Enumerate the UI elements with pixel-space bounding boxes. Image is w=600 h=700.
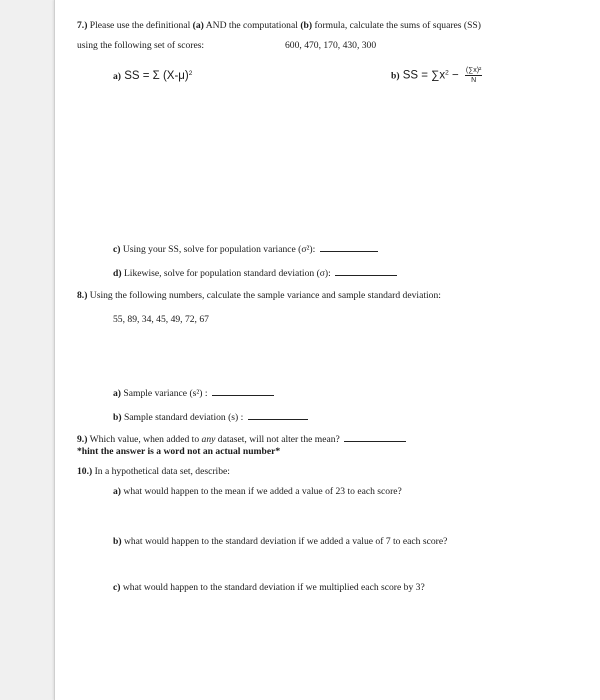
q9-line [77, 432, 406, 446]
q7c-answer-blank[interactable] [320, 242, 378, 252]
q7-comp-tag: (b) [300, 20, 313, 31]
q10c-line [113, 582, 425, 594]
q10-number: 10.) [77, 466, 93, 477]
q9-number: 9.) [77, 434, 88, 445]
q7d-line [113, 266, 397, 280]
q7-def-tag: (a) [192, 20, 204, 31]
formula-a-label: a) [113, 71, 121, 82]
q7c-line [113, 242, 378, 256]
q8b-text: Sample standard deviation (s) : [123, 412, 244, 423]
q9-hint: *hint the answer is a word not an actual number* [77, 446, 281, 457]
q8b-label: b) [113, 412, 122, 423]
formula-b-label: b) [391, 70, 400, 82]
q8a-text: Sample variance (s²) : [123, 388, 208, 399]
q9-answer-blank[interactable] [344, 432, 406, 442]
q8-line [77, 290, 441, 302]
formula-b-numerator: (∑x)² [465, 67, 482, 74]
q7-text-part2: AND the computational [205, 20, 298, 31]
formula-a-expression: SS = Σ (X-μ) [124, 70, 189, 82]
q10b-text: what would happen to the standard deviation if we added a value of 7 to each score? [123, 536, 448, 547]
q10a-label: a) [113, 486, 121, 497]
q9-text-part2: dataset, will not alter the mean? [217, 434, 340, 445]
q8-numbers: 55, 89, 34, 45, 49, 72, 67 [113, 314, 209, 325]
formula-computational [391, 66, 482, 85]
q10b-label: b) [113, 536, 122, 547]
q8a-line [113, 386, 274, 400]
q10-line [77, 466, 230, 478]
q7-line2: using the following set of scores: [77, 40, 205, 51]
q10b-line [113, 536, 447, 548]
q10a-line [113, 486, 402, 498]
formula-definitional [113, 70, 192, 82]
q10a-text: what would happen to the mean if we added a value of 23 to each score? [123, 486, 402, 497]
q9-text-italic: any [201, 434, 216, 445]
formula-b-minus: − [451, 69, 459, 82]
q7-number: 7.) [77, 20, 88, 31]
q8b-answer-blank[interactable] [248, 410, 308, 420]
q8-number: 8.) [77, 290, 88, 301]
q7c-text: Using your SS, solve for population variance (σ²): [122, 244, 316, 255]
formula-b-expression: SS = ∑x [402, 69, 446, 82]
q9-text-part1: Which value, when added to [89, 434, 200, 445]
q10-text: In a hypothetical data set, describe: [94, 466, 230, 477]
q7c-label: c) [113, 244, 121, 255]
formula-b-exponent: 2 [445, 69, 449, 77]
q7-line1 [77, 20, 481, 32]
formula-b-fraction [465, 66, 482, 85]
worksheet-page [54, 0, 600, 700]
q10c-label: c) [113, 582, 121, 593]
q7d-label: d) [113, 268, 122, 279]
q8a-answer-blank[interactable] [212, 386, 274, 396]
q10c-text: what would happen to the standard deviation if we multiplied each score by 3? [122, 582, 425, 593]
q7d-text: Likewise, solve for population standard deviation (σ): [123, 268, 331, 279]
q7-text-part3: formula, calculate the sums of squares (SS) [314, 20, 481, 31]
q7d-answer-blank[interactable] [335, 266, 397, 276]
formula-b-denominator: N [471, 77, 477, 84]
q7-text-part1: Please use the definitional [89, 20, 191, 31]
q8-text: Using the following numbers, calculate the sample variance and sample standard deviation: [89, 290, 441, 301]
q8a-label: a) [113, 388, 121, 399]
q8b-line [113, 410, 308, 424]
q7-scores: 600, 470, 170, 430, 300 [285, 40, 377, 51]
formula-a-exponent: 2 [188, 70, 193, 77]
